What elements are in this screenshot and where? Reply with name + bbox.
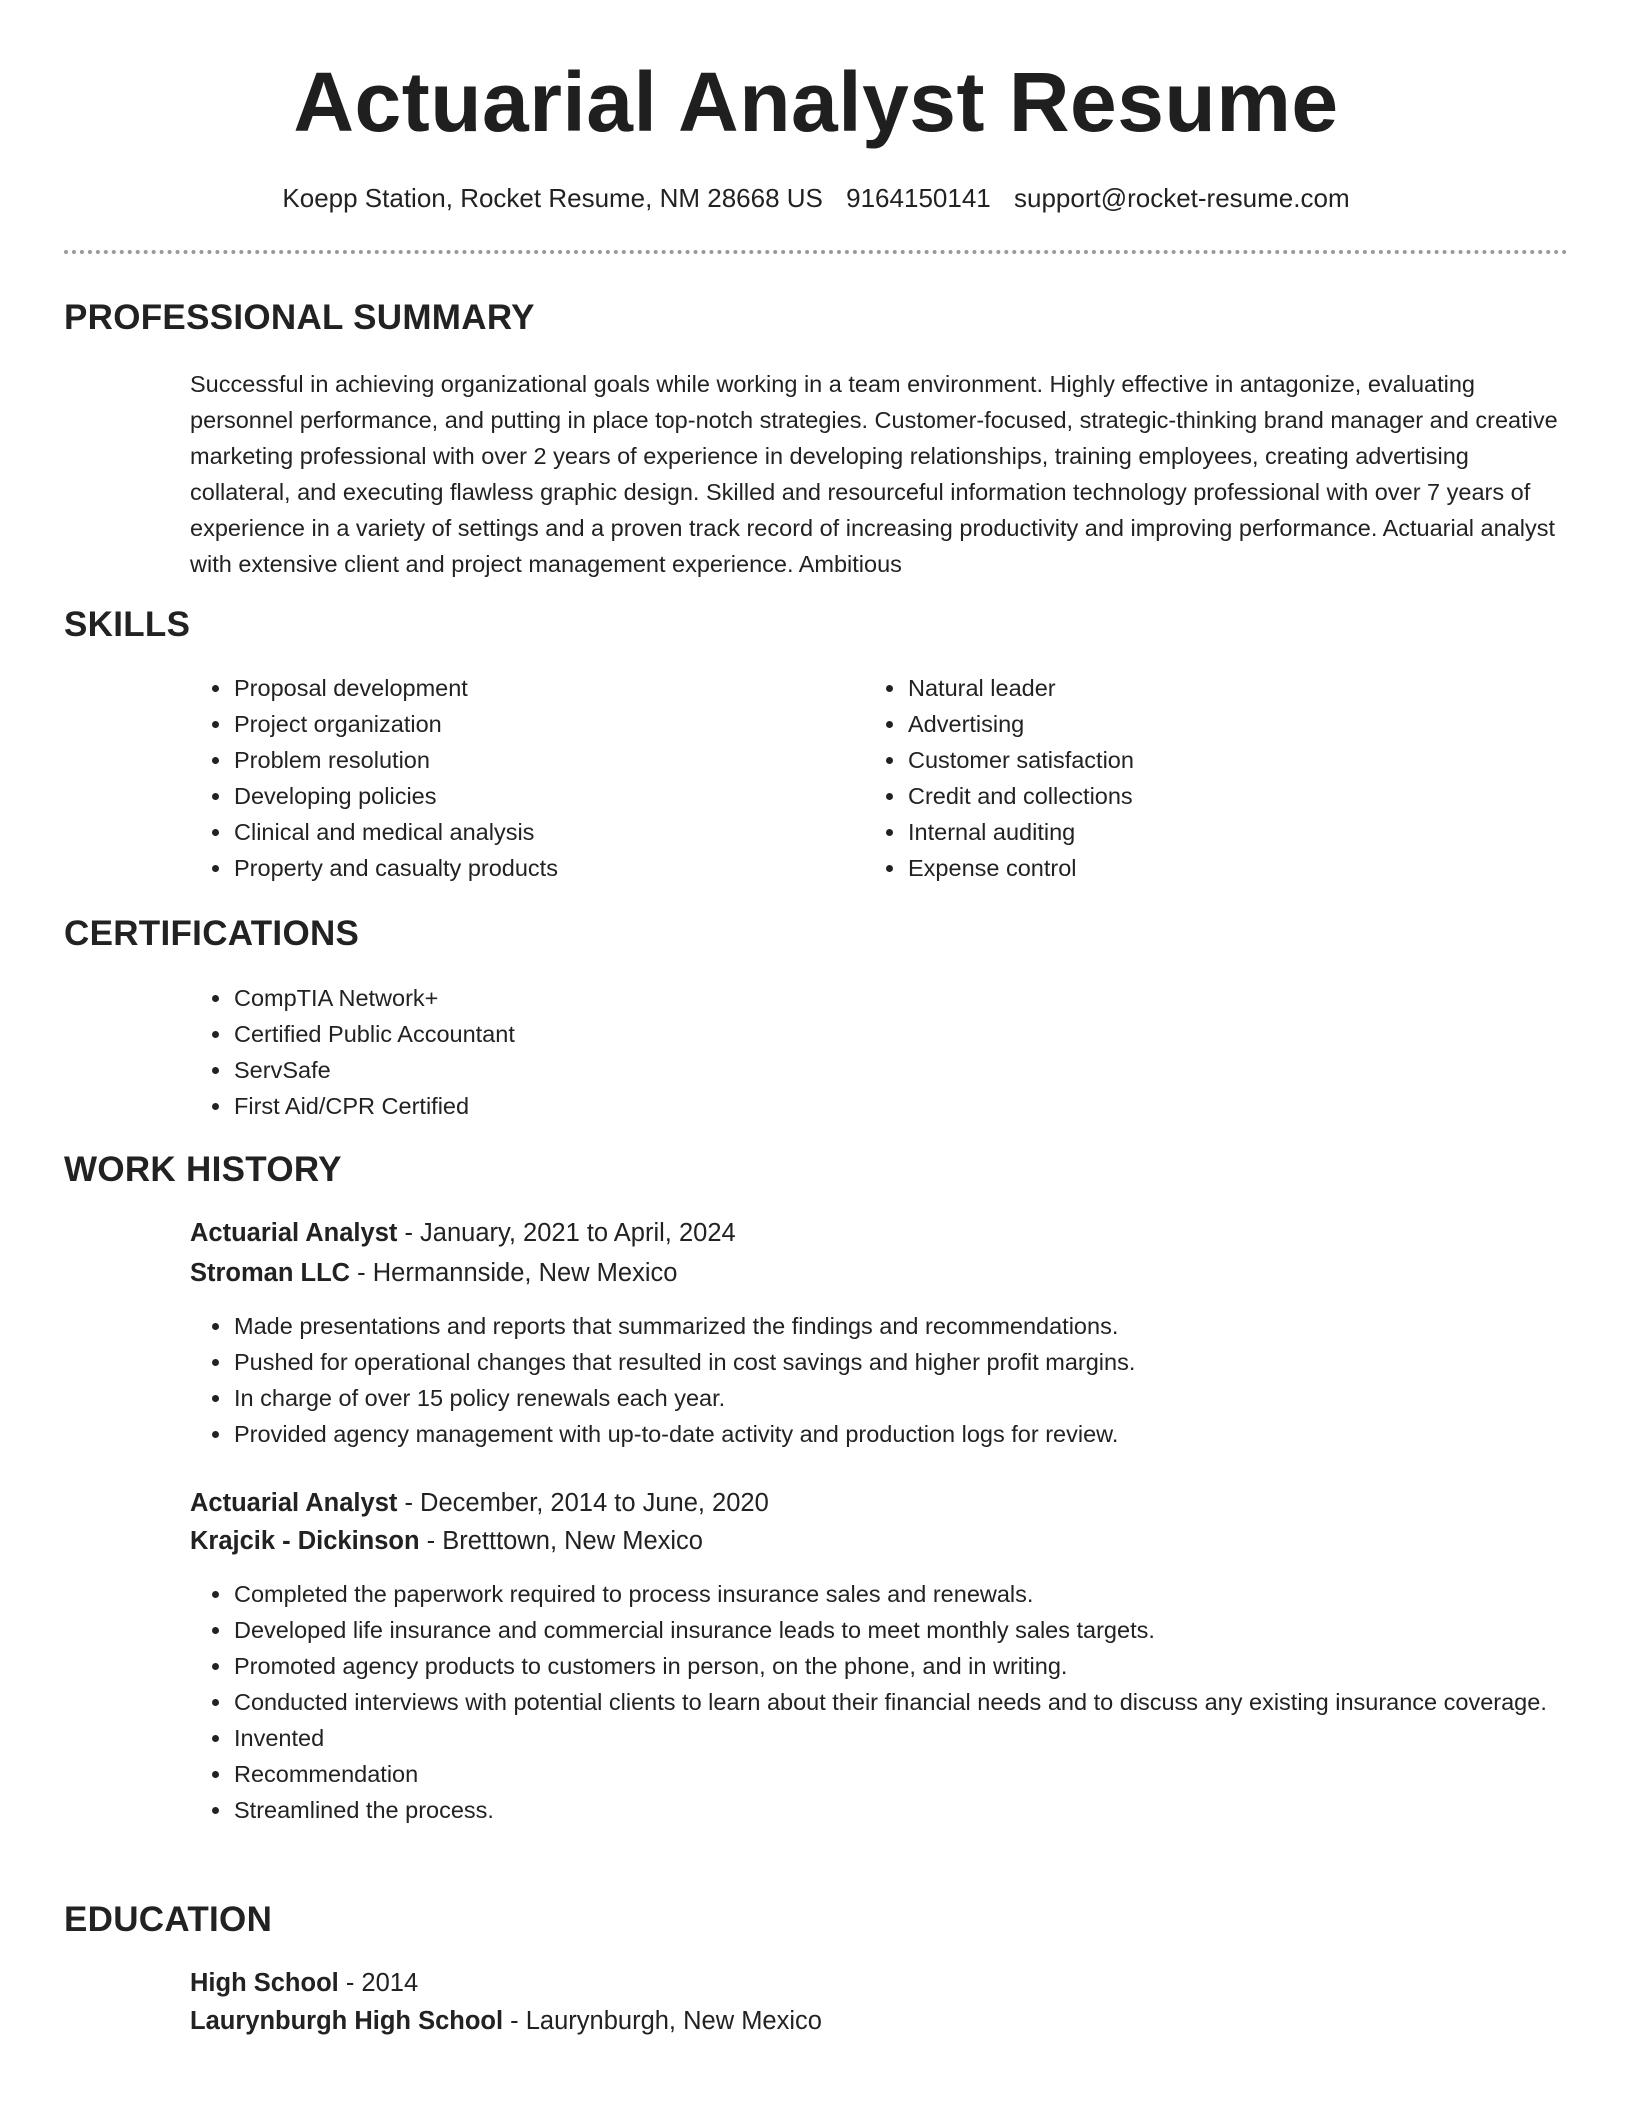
job-location: - Bretttown, New Mexico: [419, 1527, 703, 1555]
education-school-line: [190, 2003, 822, 2039]
job-bullets: [190, 1308, 1611, 1452]
job-dates: - December, 2014 to June, 2020: [397, 1489, 769, 1517]
job-location: - Hermannside, New Mexico: [350, 1259, 678, 1287]
skill-item: • Developing policies: [233, 778, 833, 814]
skills-heading: SKILLS: [64, 605, 191, 644]
education-location: - Laurynburgh, New Mexico: [503, 2007, 822, 2035]
job-bullet: • Made presentations and reports that summarized the findings and recommendations.: [233, 1308, 1611, 1344]
resume-title: Actuarial Analyst Resume: [293, 55, 1339, 149]
skill-item: • Advertising: [907, 706, 1507, 742]
summary-text: Successful in achieving organizational goals while working in a team environment. Highly effective in antagonize, evaluating personnel performance, and putting in place top-notch strategies. Customer-focused, strategic-thinking brand manager and creative marketing professional with over 2 years of experience in developing relationships, training employees, creating advertising collateral, and executing flawless graphic design. Skilled and resourceful information technology professional with over 7 years of experience in a variety of settings and a proven track record of increasing productivity and improving performance. Actuarial analyst with extensive client and project management experience. Ambitious: [190, 371, 1558, 577]
job-dates: - January, 2021 to April, 2024: [397, 1219, 736, 1247]
certification-item: • ServSafe: [233, 1052, 1533, 1088]
skill-item: • Property and casualty products: [233, 850, 833, 886]
job-bullet: • Provided agency management with up-to-date activity and production logs for review.: [233, 1416, 1611, 1452]
skills-list-right: [864, 670, 1507, 886]
job-bullet: • Completed the paperwork required to process insurance sales and renewals.: [233, 1576, 1611, 1612]
job-bullet: • Promoted agency products to customers in person, on the phone, and in writing.: [233, 1648, 1611, 1684]
skill-item: • Problem resolution: [233, 742, 833, 778]
job-company-line: [190, 1255, 677, 1291]
contact-line: [0, 180, 1632, 216]
job-bullet: • Pushed for operational changes that resulted in cost savings and higher profit margins.: [233, 1344, 1611, 1380]
job-bullet: • Recommendation: [233, 1756, 1611, 1792]
skill-item: • Customer satisfaction: [907, 742, 1507, 778]
job-bullet: • Developed life insurance and commercial insurance leads to meet monthly sales targets.: [233, 1612, 1611, 1648]
job-role: Actuarial Analyst: [190, 1219, 398, 1247]
job-bullet: • Invented: [233, 1720, 1611, 1756]
contact-email[interactable]: support@rocket-resume.com: [1013, 183, 1350, 213]
skill-item: • Clinical and medical analysis: [233, 814, 833, 850]
certifications-list: [190, 980, 1533, 1124]
contact-address: Koepp Station, Rocket Resume, NM 28668 US: [282, 183, 823, 213]
education-degree: High School: [190, 1969, 339, 1997]
job-title-line: [190, 1215, 736, 1251]
job-bullet: • Conducted interviews with potential clients to learn about their financial needs and to discuss any existing insurance coverage.: [233, 1684, 1611, 1720]
skill-item: • Proposal development: [233, 670, 833, 706]
job-role: Actuarial Analyst: [190, 1489, 398, 1517]
certification-item: • CompTIA Network+: [233, 980, 1533, 1016]
work-history-heading: WORK HISTORY: [64, 1150, 342, 1189]
skill-item: • Natural leader: [907, 670, 1507, 706]
job-bullet: • In charge of over 15 policy renewals each year.: [233, 1380, 1611, 1416]
skill-item: • Internal auditing: [907, 814, 1507, 850]
education-degree-line: [190, 1965, 418, 2001]
contact-phone: 9164150141: [846, 183, 991, 213]
header-divider: [64, 250, 1568, 254]
certification-item: • Certified Public Accountant: [233, 1016, 1533, 1052]
skill-item: • Credit and collections: [907, 778, 1507, 814]
education-heading: EDUCATION: [64, 1900, 273, 1939]
job-company: Stroman LLC: [190, 1259, 351, 1287]
job-title-line: [190, 1485, 769, 1521]
job-company: Krajcik - Dickinson: [190, 1527, 420, 1555]
skills-list-left: [190, 670, 833, 886]
skill-item: • Expense control: [907, 850, 1507, 886]
education-school: Laurynburgh High School: [190, 2007, 504, 2035]
education-year: - 2014: [338, 1969, 419, 1997]
job-company-line: [190, 1523, 703, 1559]
certifications-heading: CERTIFICATIONS: [64, 914, 360, 953]
job-bullets: [190, 1576, 1611, 1828]
certification-item: • First Aid/CPR Certified: [233, 1088, 1533, 1124]
job-bullet: • Streamlined the process.: [233, 1792, 1611, 1828]
summary-heading: PROFESSIONAL SUMMARY: [64, 298, 535, 337]
skill-item: • Project organization: [233, 706, 833, 742]
